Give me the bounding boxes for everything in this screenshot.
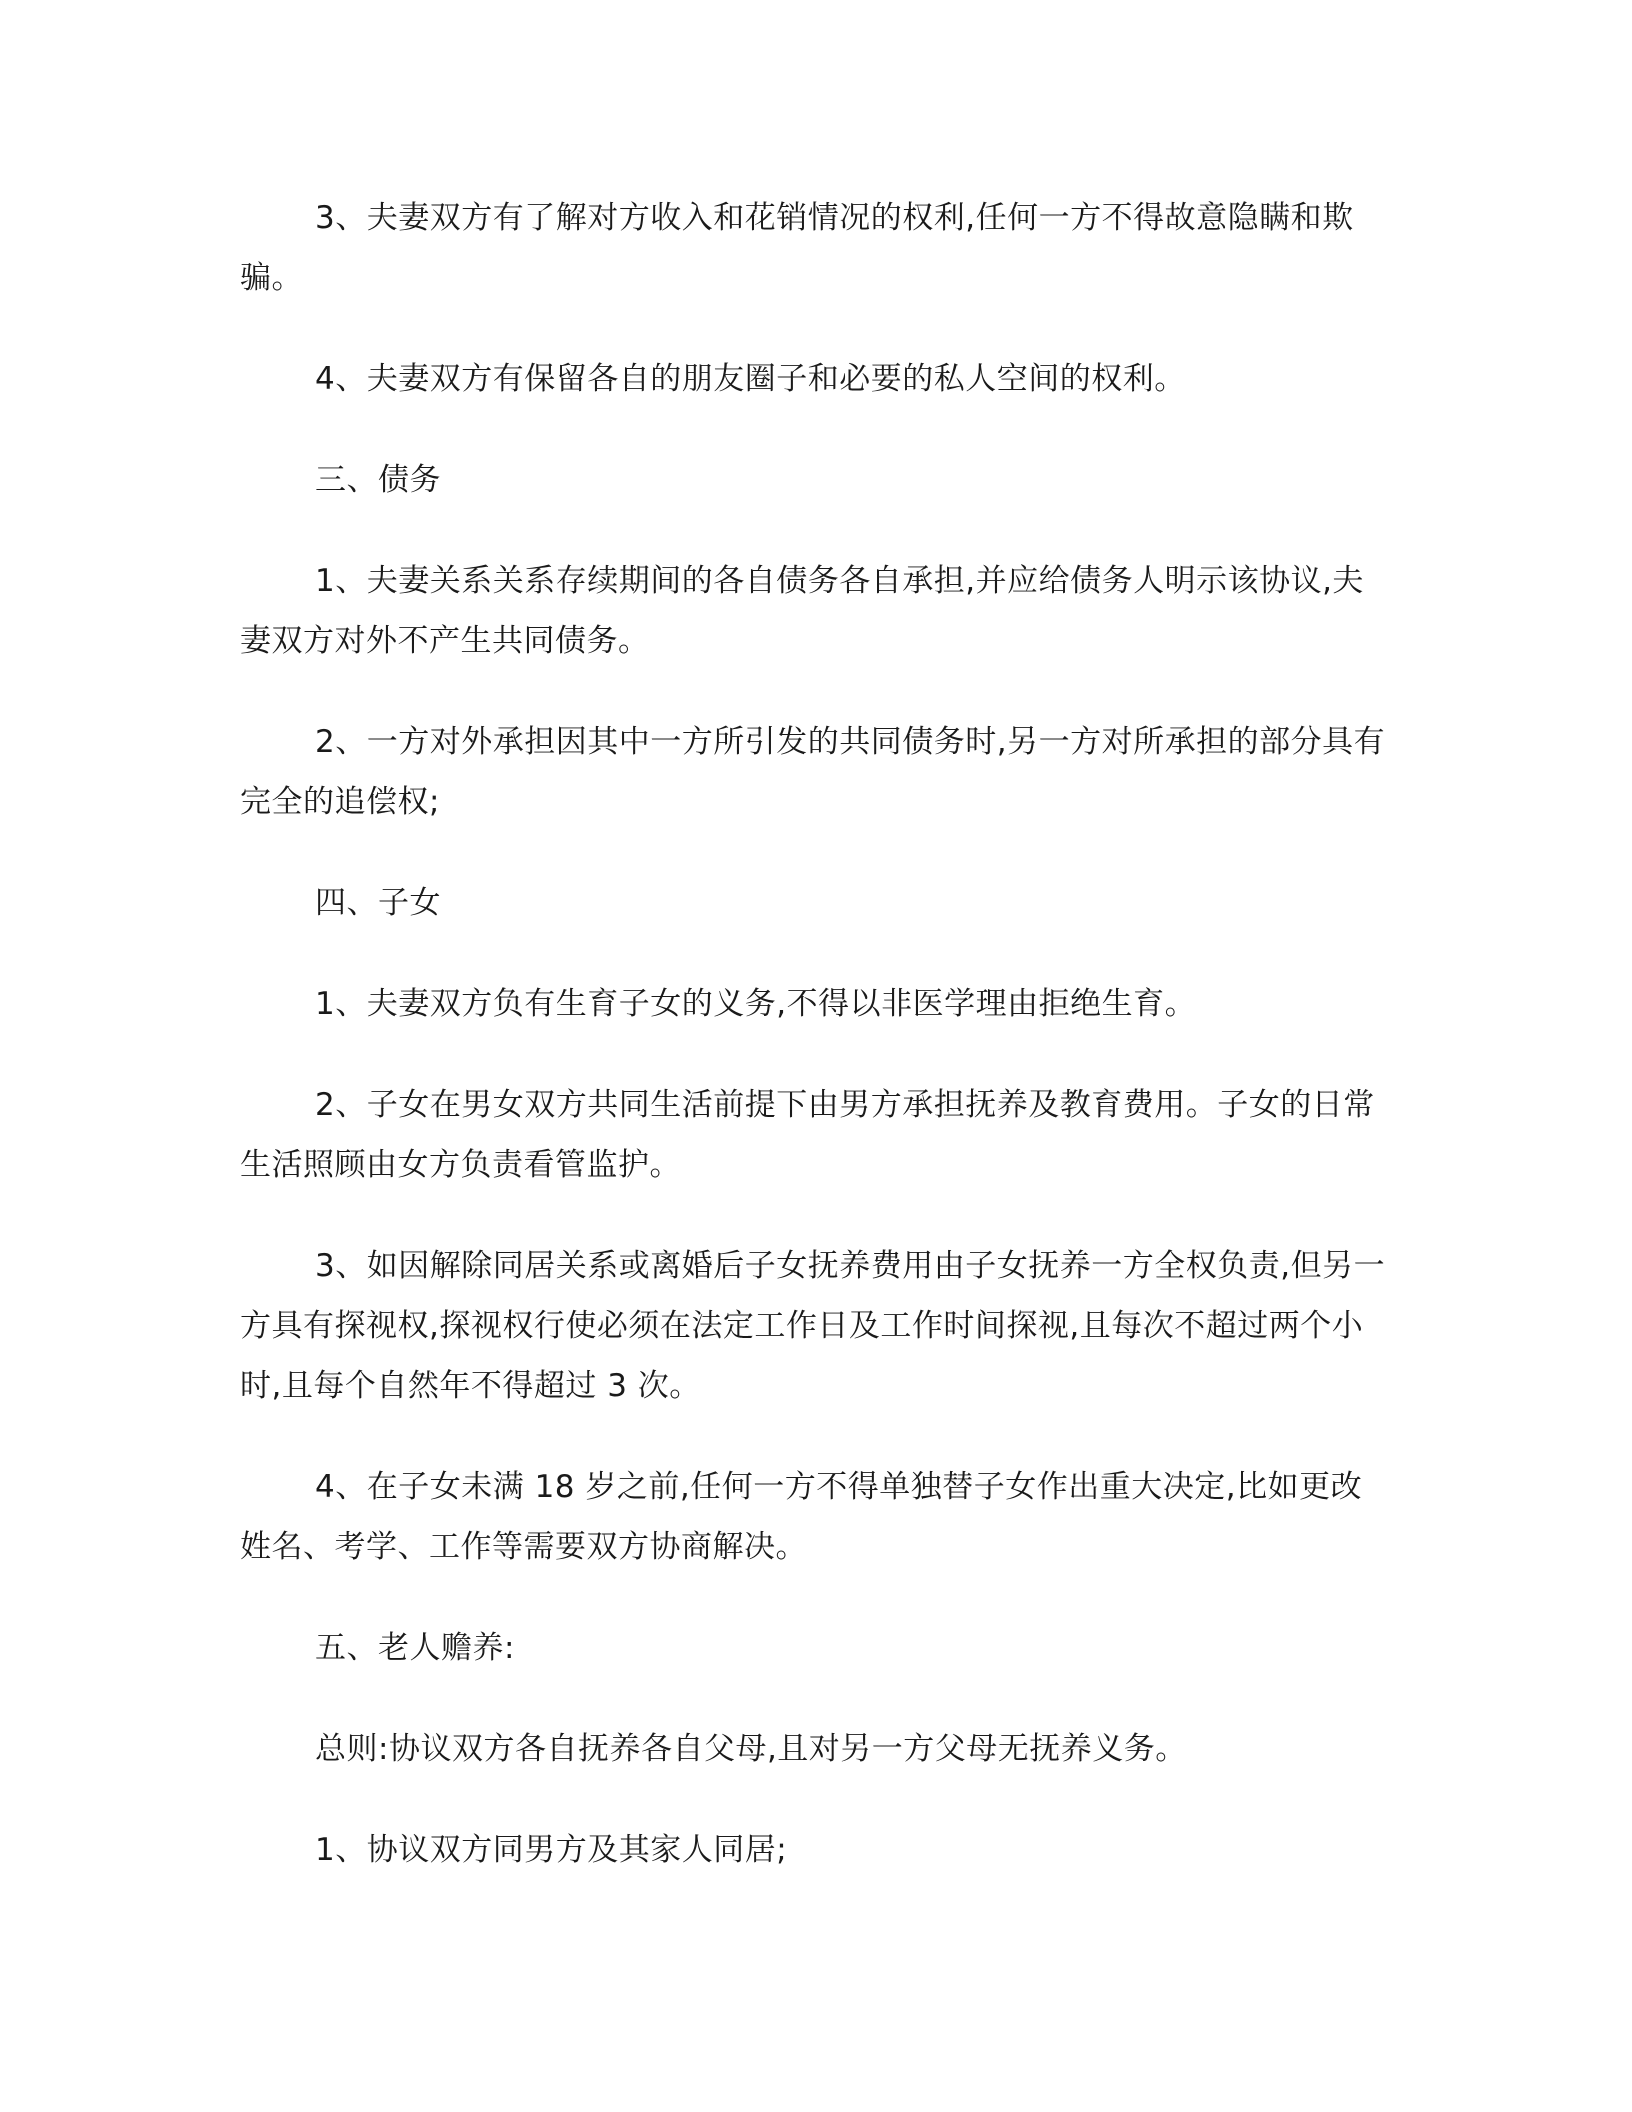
debt-clause-2: 2、一方对外承担因其中一方所引发的共同债务时,另一方对所承担的部分具有完全的追偿权;: [240, 724, 1386, 820]
children-clause-1: 1、夫妻双方负有生育子女的义务,不得以非医学理由拒绝生育。: [315, 986, 1197, 1022]
clause-4-private-space: 4、夫妻双方有保留各自的朋友圈子和必要的私人空间的权利。: [315, 361, 1186, 397]
clause-3-income-rights: 3、夫妻双方有了解对方收入和花销情况的权利,任何一方不得故意隐瞒和欺骗。: [240, 200, 1354, 296]
section-heading-debt: 三、债务: [315, 462, 441, 498]
children-clause-4: 4、在子女未满 18 岁之前,任何一方不得单独替子女作出重大决定,比如更改姓名、考学、工作等需要双方协商解决。: [240, 1469, 1363, 1565]
children-clause-3: 3、如因解除同居关系或离婚后子女抚养费用由子女抚养一方全权负责,但另一方具有探视权,探视权行使必须在法定工作日及工作时间探视,且每次不超过两个小时,且每个自然年不得超过 3 次。: [240, 1248, 1386, 1404]
section-heading-elderly-support: 五、老人赡养:: [315, 1630, 515, 1666]
document-body: [240, 188, 1390, 1921]
elderly-general-rule: 总则:协议双方各自抚养各自父母,且对另一方父母无抚养义务。: [315, 1731, 1187, 1767]
section-heading-children: 四、子女: [315, 885, 441, 921]
elderly-clause-1: 1、协议双方同男方及其家人同居;: [315, 1832, 788, 1868]
children-clause-2: 2、子女在男女双方共同生活前提下由男方承担抚养及教育费用。子女的日常生活照顾由女方负责看管监护。: [240, 1087, 1375, 1183]
debt-clause-1: 1、夫妻关系关系存续期间的各自债务各自承担,并应给债务人明示该协议,夫妻双方对外不产生共同债务。: [240, 563, 1364, 659]
